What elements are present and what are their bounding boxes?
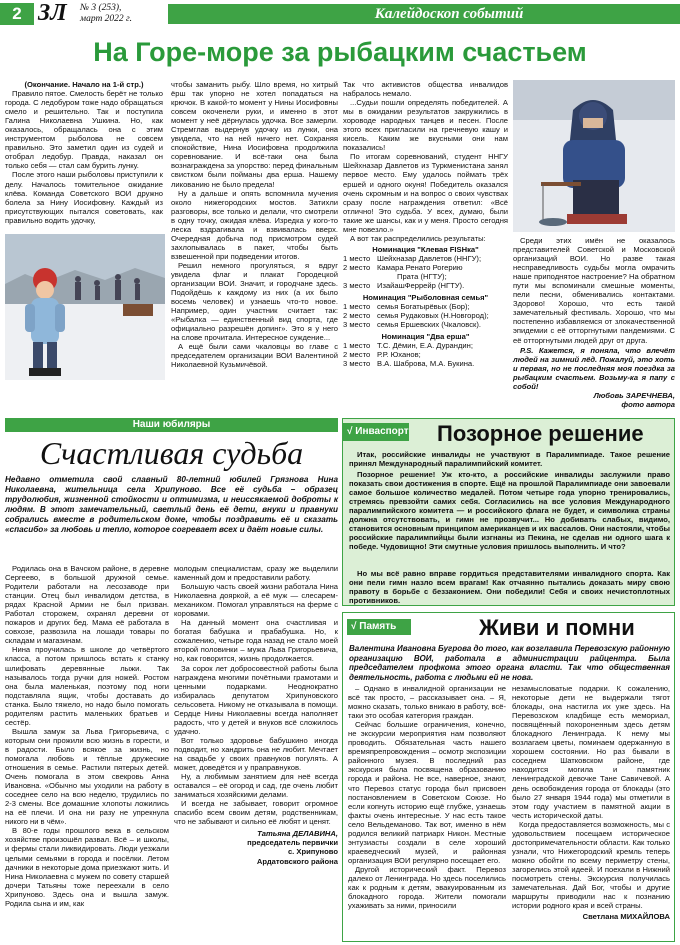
invasport-body-ending: Но мы всё равно вправе гордиться представителями инвалидного спорта. Как они пели гимн назло всем врагам! Как отчаянно пытались доказать миру свою правоту в борьбе с беззаконием. Они победили! Себя и своих нечистоплотных противников. (349, 569, 670, 605)
nomination-place: 3 место (343, 359, 371, 369)
nomination-place: 2 место (343, 350, 371, 360)
article1-paragraph: Правило пятое. Смелость берёт не только города. С ледобуром тоже надо обращаться смело и решительно. Так и поступила Галина Николаевна Ушкина. Но, как оказалось, обращалась она с этим инструментом рыболова не совсем правильно. Это заметил один из судей и отобрал ледобур. Правда, наказал он только себя — стал сам бурить лунку. (5, 89, 163, 171)
invasport-body: Позорное решение! Уж кто-кто, а российские инвалиды заслужили право показать свои достижения в спорте. Ещё на прошлой Паралимпиаде они завоевали самое большое количество медалей. Потом четыре года упорно тренировались, стремясь превзойти самих себя. Согласились на все условия Международного паралимпийского комитета — и российского флага не будет, и символика страны должна отсутствовать, и гимн не прозвучит... Но добивать слабых, видимо, становится основным принципом американцев и их вассалов. Они настояли, чтобы российские паралимпийцы были изгнаны из Пекина, не сделав ни одного шага к победе. Чудовищно! Эти смутные условия пришлось выполнить. И что? (349, 470, 670, 551)
invasport-title: Позорное решение (437, 421, 644, 446)
nomination-place: 2 место (343, 311, 371, 321)
nomination-winner: Т.С. Дёмин, Е.А. Дурандин; (377, 341, 473, 351)
nomination-winner: семья Рудаковых (Н.Новгород); (377, 311, 489, 321)
nomination-winner: Прата (НГТУ); (397, 271, 447, 281)
nomination-place: 2 место (343, 262, 371, 272)
page-number: 2 (0, 3, 34, 25)
jubilee-col1 (5, 564, 169, 908)
article1-paragraph: Среди этих имён не оказалось представителей Советской и Московской организаций ВОИ. Но разве такая несправедливость судьбы могла омрачить наше приподнятое настроение? На обратном пути мы вспоминали смешные моменты, пели песни, обменивались контактами. Здорово! Хорошо, что есть такой замечательный фестиваль. Хорошо, что мы постепенно избавляемся от злокачественной эпидемии с её отторгнутыми пандемиями. С её отторгнутыми людей друг от друга. (513, 236, 675, 345)
jubilee-paragraph: Вот только здоровье бабушкино иногда подводит, но хандрить она не любит. Мечтает на свадьбе у своих правнуков погулять. А может, доведётся и у праправнуков. (174, 735, 338, 773)
article1-paragraph: По итогам соревнований, студент ННГУ Шейхназар Давлетов из Туркменистана занял первое место. Ему удалось поймать трёх ершей и одного окуня! Победитель оказался очень скромным и на вопрос о своих чувствах сразу после награждения ответил: «Всё отлично! Это судьба. У всех, думаю, были такие же шансы, как и у меня. Просто сегодня мне повезло.» (343, 152, 508, 234)
article1-col2 (171, 80, 338, 370)
article1-paragraph: Решил немного прогуляться, я вдруг увидела флаг и плакат Городецкой организации ВОИ. Значит, и городчане здесь. Подойдёшь к каждому из них (а их было восемь человек) и узнаешь что-то новое. Например, один участник считает так: «Рыбалка — единственный вид спорта, где официально разрешён допинг». Это я у него на слове прочитала. Интересное суждение... (171, 260, 338, 343)
nomination-winner: Камара Ренато Рогерию (377, 262, 463, 272)
nomination-title: Номинация "Клевая FISHка" (372, 244, 479, 254)
photo-child-on-ice (5, 234, 165, 380)
nomination-place: 1 место (343, 302, 371, 312)
nomination-place: 1 место (343, 341, 371, 351)
article1-col3 (343, 80, 508, 368)
photo-ice-fisherman (513, 80, 675, 232)
article1-paragraph: Ну а дальше и опять вспомнила мучения около нижегородских мостов. Затихли разговоры, все только и делали, что смотрели в одну точку, ожидая клёва. Изредка у кого-то леска вздрагивала и взвивалась вверх. Очередная добыча под присмотром судей захлопывалась в пакет, чтобы быть взвешенной при подведении итогов. (171, 188, 338, 261)
nomination-winner: Р.Р. Юханов; (377, 350, 421, 360)
memory-rubric: √ Память (347, 619, 411, 635)
main-title: На Горе-море за рыбацким счастьем (93, 37, 587, 67)
jubilee-signature-role: председатель первички (247, 838, 338, 848)
postscript: P.S. Кажется, я поняла, что влечёт людей на зимний лёд. Пожалуй, это хоть и первая, но не последняя моя поездка за рыбацким счастьем. Возьму-ка я папу с собой! (513, 345, 675, 391)
author-name: Любовь ЗАРЕЧНЕВА, (593, 390, 675, 400)
jubilee-lead: Недавно отметила свой славный 80-летний юбилей Грязнова Нина Николаевна, жительница села Хрипуново. Все её судьба – образец трудолюбия, жизненной стойкости и оптимизма, и неиссякаемой доброты к людям. В этот замечательный, светлый день её дети, внуки и правнуки собрались вместе в родительском доме, чтобы поздравить её и сказать «спасибо» за любовь и тепло, которое согревает всех и даёт новые силы. (5, 475, 338, 534)
nomination-row (343, 272, 508, 281)
nomination-winner: семья Ершевских (Чкаловск). (377, 320, 481, 330)
nomination-list (343, 254, 508, 290)
article1-col4 (513, 236, 675, 409)
jubilee-title: Счастливая судьба (39, 435, 304, 471)
nomination-row (343, 350, 508, 359)
invasport-rubric: √ Инваспорт (343, 423, 409, 441)
nomination-row (343, 341, 508, 350)
invasport-box (342, 418, 675, 606)
jubilee-signature-place: с. Хрипуново (287, 847, 338, 857)
article1-paragraph: чтобы заманить рыбу. Шло время, но хитрый ёрш так упорно не хотел попадаться на крючок. В какой-то момент у Нины Иосифовны совсем окоченели руки, и именно в этот момент у неё дёрнулась удочка. Все замерли. Стремглав выдернув удочку из лунки, она увидела, что на ней ничего нет. Сохраняя спокойствие, Нина Иосифовна продолжила соревнование. И всё-таки она была вознаграждена за упорство: перед финальным свистком были пойманы два ерша. Нашему ликованию не было предела! (171, 80, 338, 189)
nomination-list (343, 341, 508, 368)
invasport-lead: Итак, российские инвалиды не участвуют в Паралимпиаде. Такое решение принял Международный паралимпийский комитет. (349, 450, 670, 468)
page-header (0, 0, 680, 30)
nomination-row (343, 311, 508, 320)
nomination-title: Номинация "Рыболовная семья" (362, 293, 489, 303)
nomination-row (343, 281, 508, 290)
jubilee-paragraph: молодым специалистам, сразу же выделили каменный дом и предоставили работу. (174, 564, 338, 583)
nomination-winner: В.А. Шаброва, М.А. Букина. (377, 359, 475, 369)
nomination-list (343, 302, 508, 329)
photo-credit: фото автора (621, 399, 675, 409)
continuation-note: (Окончание. Начало на 1-й стр.) (24, 80, 144, 89)
jubilee-paragraph: На данный момент она счастливая и богатая бабушка и прабабушка. Но, к сожалению, четыре года назад не стало моей второй половинки – мужа Льва Григорьевича, но, как говорится, жизнь продолжается. (174, 618, 338, 664)
nomination-place: 3 место (343, 320, 371, 330)
jubilee-paragraph: Большую часть своей жизни работала Нина Николаевна дояркой, а её муж — слесарем-механиком. Помогал управляться на ферме с коровами. (174, 582, 338, 619)
nomination-winner: Шейхназар Давлетов (ННГУ); (377, 253, 482, 263)
jubilee-paragraph: И всегда не забывает, говорит огромное спасибо всем своим детям, родственникам, что не забывают и сильно её любят и ценят. (174, 799, 338, 827)
article1-paragraph: ...Судьи пошли определять победителей. А мы в ожидании результатов закружились в хороводе народных танцев и песен. После этого всех пригласили на гречневую кашу и кисель. Каким же вкусными они нам показались! (343, 98, 508, 153)
jubilee-paragraph: В 80-е годы прошлого века в сельском хозяйстве произошёл развал. Всё – и школы, и фермы стали ликвидировать. Люди уезжали целыми семьями в города и посёлки. Летом дачники в некоторые дома приезжают жить. И Нина Николаевна с мужем по совету старшей дочери Татьяны тоже переехали в село Хрипуново. Здесь она и вышла замуж. Родила сына и им, как (5, 826, 169, 908)
nomination-row (343, 254, 508, 263)
nomination-row (343, 359, 508, 368)
jubilee-signature: Татьяна ДЕЛАВИНА, (257, 829, 338, 839)
nomination-row (343, 302, 508, 311)
nomination-place (343, 272, 377, 281)
jubilee-rubric: Наши юбиляры (5, 418, 338, 432)
memory-paragraph: Сейчас большие ограничения, конечно, не экскурсии мероприятия нам позволяют проводить. Обязательная часть нашего времяпрепровождения – осмотр экспозиции районного музея. В последний раз экскурсия была посвящена образованию города и района. Не все, наверное, знают, что Перевоз статус города был присвоен постановлением в Советском Союзе. Но если копнуть историю ещё глубже, узнаешь факты очень интересные. У нас есть такое село Вельдеманово. Так вот, именно в нём родился великий патриарх Никон. Местные энтузиасты создали в селе хороший краеведческий музей, и районная организация ВОИ регулярно посещает его. (348, 720, 506, 865)
section-banner (168, 4, 680, 24)
jubilee-paragraph: Нина проучилась в школе до четвёртого класса, а потом пришлось встать к станку шлифовать деревянные лыжи. Так называлось тогда ручки для ножей. Ростом она была маленькая, поэтому под ноги подставляла ящик, чтобы доставать до станка. Было тяжело, но надо было помогать родителям растить маленьких братьев и сестёр. (5, 645, 169, 727)
article1-paragraph: А ещё были сами чкаловцы во главе с председателем организации ВОИ Валентиной Николаевной Кузьмичёвой. (171, 342, 338, 370)
jubilee-signature-district: Ардатовского района (256, 856, 338, 866)
jubilee-paragraph: Родилась она в Вачском районе, в деревне Сергеево, в большой дружной семье. Родители работали на лесозаводе при станции. Отец был инвалидом детства, в рядах Красной Армии не был призван. Работал сторожем, охранял деревни от пожаров и других бед. Мама её работала в совхозе, развозила на лошади товары по складам и магазинам. (5, 564, 169, 646)
memory-col1 (348, 684, 506, 910)
memory-author: Светлана МИХАЙЛОВА (582, 912, 670, 922)
memory-paragraph: Когда предоставляется возможность, мы с удовольствием посещаем историческое достопримечательности области. Как только узнали, что Нижегородский кремль теперь можно обойти по всему периметру стены, загорелись этой идеей. И поехали в Нижний посмотреть стены. Экскурсия получилась замечательная. Дай Бог, чтобы и другие маршруты приводили нас к познанию истории родного края и всей страны. (512, 819, 670, 911)
jubilee-paragraph: Вышла замуж за Льва Григорьевича, с которым они прожили всю жизнь в горести, и в радости. Было всякое за жизнь, но помогала любовь и тёплые дружеские отношения в семье. Растили пятерых детей. Очень помогала в этом свекровь Анна Ивановна. «Обычно мы уходили на работу в соседнее село на всю неделю, трудились по 2-3 смены. Все домашние хлопоты ложились на её плечи. И она ни разу не упрекнула никого ни в чём». (5, 726, 169, 827)
memory-col2 (512, 684, 670, 921)
jubilee-paragraph: Ну, а любимым занятием для неё всегда оставался – её огород и сад, где очень любит заниматься хозяйскими делами. (174, 772, 338, 800)
jubilee-paragraph: За сорок лет добросовестной работы была награждена многими почётными грамотами и ценными подарками. Неоднократно избиралась депутатом Хрипуновского сельсовета. Никому не отказывала в помощи. Сердце Нины Николаевны всегда наполняет радость, что у детей и внуков всё сложилось удачно. (174, 663, 338, 736)
memory-title: Живи и помни (479, 615, 635, 640)
newspaper-logo: ЗЛ (38, 0, 67, 26)
article1-paragraph: После этого наши рыболовы приступили к делу. Началось томительное ожидание клёва. Команда Советского ВОИ дружно болела за Нину Иосифовну. Каждый из присутствующих пытался советовать, как правильно водить удочку, (5, 170, 163, 225)
nomination-place: 1 место (343, 253, 371, 263)
nomination-place: 3 место (343, 281, 371, 291)
nomination-row (343, 263, 508, 272)
issue-date: март 2022 г. (80, 14, 133, 24)
jubilee-col2 (174, 564, 338, 866)
memory-paragraph: Другой исторический факт. Перевоз далеко от Ленинграда. Но здесь поселились как к родным к детям, эвакуированным из блокадного города. Жители помогали ухаживать за ними, приносили (348, 864, 506, 911)
section-title: Калейдоскоп событий (374, 6, 524, 22)
memory-lead: Валентина Ивановна Бугрова до того, как возглавила Перевозскую районную организацию ВОИ, работала в администрации райцентра. Была председателем профкома этого органа власти. Так что общественная деятельность, работа с людьми ей не нова. (349, 644, 670, 682)
memory-paragraph: – Однако в инвалидной организации не всё так просто, – рассказывает она. – Я, можно сказать, только вникаю в работу, всё-таки это особая категория граждан. (348, 684, 506, 721)
article1-paragraph: А вот так распределились результаты: (350, 233, 486, 243)
memory-paragraph: незамысловатые подарки. К сожалению, некоторые дети не выдержали тягот блокады, она настигла их уже здесь. На Перевозском кладбище есть мемориал, посвящённый похороненным здесь детям блокадного Ленинграда. К нему мы возлагаем цветы, поминаем одержанную в хорошем состоянии. Но раз бывали в соседнем Шатковском районе, где находится могила и памятник ленинградской девочке Тане Савичевой. А день освобождения города от блокады (это было 27 января 1944 года) мы отметили в этом году участием в памятной акции в честь исторической даты. (512, 684, 670, 820)
nomination-title: Номинация "Два ерша" (381, 332, 470, 342)
article1-paragraph: Так что активистов общества инвалидов набралось немало. (343, 80, 508, 99)
nomination-winner: семья Богатырёвых (Бор); (377, 302, 470, 312)
nomination-winner: ИзайашФеррейр (НГТУ). (377, 281, 465, 291)
nomination-row (343, 320, 508, 329)
issue-number: № 3 (253), (80, 3, 122, 13)
article1-col1 (5, 80, 163, 225)
